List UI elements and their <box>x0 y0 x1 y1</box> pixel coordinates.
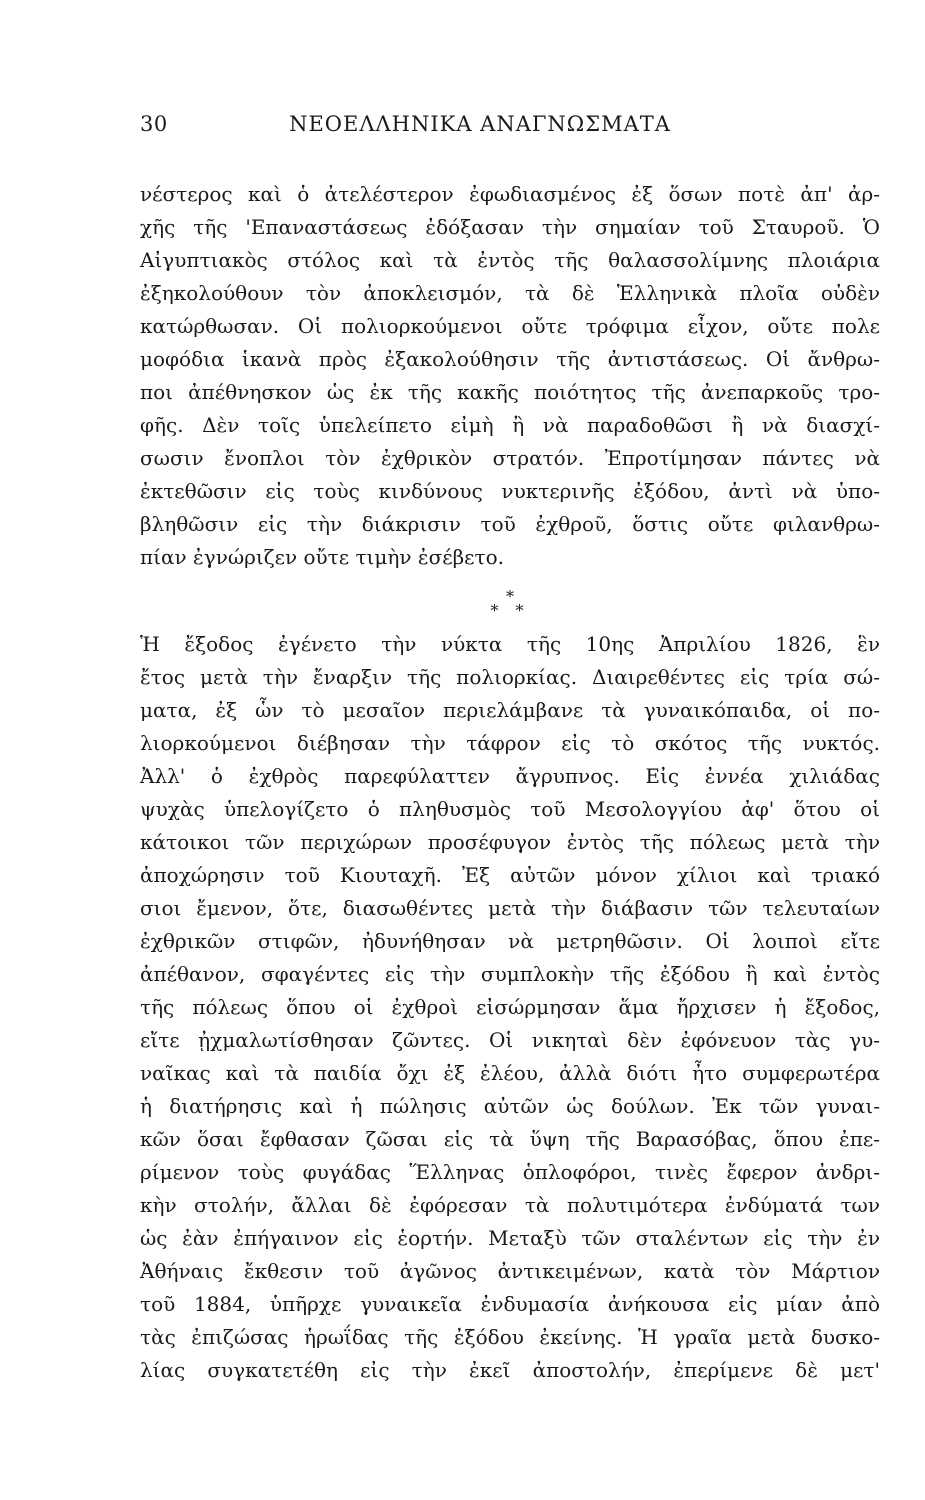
text-line: Ἀλλ' ὁ ἐχθρὸς παρεφύλαττεν ἄγρυπνος. Εἰς ἐννέα χιλιάδας <box>140 764 880 788</box>
text-line: φῆς. Δὲν τοῖς ὑπελείπετο εἰμὴ ἢ νὰ παραδοθῶσι ἢ νὰ διασχί- <box>140 413 880 437</box>
section-break-asterism <box>140 588 880 620</box>
text-line: Ἡ ἔξοδος ἐγένετο τὴν νύκτα τῆς 10ης Ἀπριλίου 1826, ἓν <box>140 632 880 656</box>
text-line: τὰς ἐπιζώσας ἡρωΐδας τῆς ἐξόδου ἐκείνης. Ἡ γραῖα μετὰ δυσκο- <box>140 1325 880 1349</box>
paragraph-2 <box>140 628 880 1387</box>
text-line: τῆς πόλεως ὅπου οἱ ἐχθροὶ εἰσώρμησαν ἅμα ἤρχισεν ἡ ἔξοδος, <box>140 995 880 1019</box>
text-line: Αἰγυπτιακὸς στόλος καὶ τὰ ἐντὸς τῆς θαλασσολίμνης πλοιάρια <box>140 248 880 272</box>
page-number: 30 <box>140 112 168 136</box>
text-line: ματα, ἐξ ὧν τὸ μεσαῖον περιελάμβανε τὰ γυναικόπαιδα, οἱ πο- <box>140 698 880 722</box>
text-line: ρίμενον τοὺς φυγάδας Ἕλληνας ὁπλοφόροι, τινὲς ἔφερον ἀνδρι- <box>140 1160 880 1184</box>
text-line: ἀποχώρησιν τοῦ Κιουταχῆ. Ἐξ αὐτῶν μόνον χίλιοι καὶ τριακό <box>140 863 880 887</box>
text-line: λιορκούμενοι διέβησαν τὴν τάφρον εἰς τὸ σκότος τῆς νυκτός. <box>140 731 880 755</box>
text-line: κατώρθωσαν. Οἱ πολιορκούμενοι οὔτε τρόφιμα εἶχον, οὔτε πολε <box>140 314 880 338</box>
text-line: ἐκτεθῶσιν εἰς τοὺς κινδύνους νυκτερινῆς ἐξόδου, ἀντὶ νὰ ὑπο- <box>140 479 880 503</box>
text-line: μοφόδια ἱκανὰ πρὸς ἐξακολούθησιν τῆς ἀντιστάσεως. Οἱ ἄνθρω- <box>140 347 880 371</box>
asterism-top: * <box>506 587 514 606</box>
text-line: ψυχὰς ὑπελογίζετο ὁ πληθυσμὸς τοῦ Μεσολογγίου ἀφ' ὅτου οἱ <box>140 797 880 821</box>
text-line: λίας συγκατετέθη εἰς τὴν ἐκεῖ ἀποστολήν, ἐπερίμενε δὲ μετ' <box>140 1358 880 1382</box>
text-line: σιοι ἔμενον, ὅτε, διασωθέντες μετὰ τὴν διάβασιν τῶν τελευταίων <box>140 896 880 920</box>
asterism-bottom: * * <box>490 601 530 620</box>
running-title: ΝΕΟΕΛΛΗΝΙΚΑ ΑΝΑΓΝΩΣΜΑΤΑ <box>289 112 671 136</box>
text-line: ἡ διατήρησις καὶ ἡ πώλησις αὐτῶν ὡς δούλων. Ἐκ τῶν γυναι- <box>140 1094 880 1118</box>
text-line: εἴτε ᾐχμαλωτίσθησαν ζῶντες. Οἱ νικηταὶ δὲν ἐφόνευον τὰς γυ- <box>140 1028 880 1052</box>
text-line: ἔτος μετὰ τὴν ἔναρξιν τῆς πολιορκίας. Διαιρεθέντες εἰς τρία σώ- <box>140 665 880 689</box>
paragraph-1 <box>140 178 880 574</box>
text-line: νέστερος καὶ ὁ ἀτελέστερον ἐφωδιασμένος ἐξ ὅσων ποτὲ ἀπ' ἀρ- <box>140 182 880 206</box>
text-line: χῆς τῆς 'Επαναστάσεως ἐδόξασαν τὴν σημαίαν τοῦ Σταυροῦ. Ὁ <box>140 215 880 239</box>
text-line: ὡς ἐὰν ἐπήγαινον εἰς ἑορτήν. Μεταξὺ τῶν σταλέντων εἰς τὴν ἐν <box>140 1226 880 1250</box>
text-line: βληθῶσιν εἰς τὴν διάκρισιν τοῦ ἐχθροῦ, ὅστις οὔτε φιλανθρω- <box>140 512 880 536</box>
text-line: ἐχθρικῶν στιφῶν, ἠδυνήθησαν νὰ μετρηθῶσιν. Οἱ λοιποὶ εἴτε <box>140 929 880 953</box>
text-line: πίαν ἐγνώριζεν οὔτε τιμὴν ἐσέβετο. <box>140 545 504 569</box>
text-line: τοῦ 1884, ὑπῆρχε γυναικεῖα ἐνδυμασία ἀνήκουσα εἰς μίαν ἀπὸ <box>140 1292 880 1316</box>
text-line: Ἀθήναις ἔκθεσιν τοῦ ἀγῶνος ἀντικειμένων, κατὰ τὸν Μάρτιον <box>140 1259 880 1283</box>
text-line: ποι ἀπέθνησκον ὡς ἐκ τῆς κακῆς ποιότητος τῆς ἀνεπαρκοῦς τρο- <box>140 380 880 404</box>
text-line: ἀπέθανον, σφαγέντες εἰς τὴν συμπλοκὴν τῆς ἐξόδου ἢ καὶ ἐντὸς <box>140 962 880 986</box>
page-header <box>140 112 820 142</box>
text-line: ναῖκας καὶ τὰ παιδία ὄχι ἐξ ἐλέου, ἀλλὰ διότι ἦτο συμφερωτέρα <box>140 1061 880 1085</box>
text-line: κῶν ὅσαι ἔφθασαν ζῶσαι εἰς τὰ ὕψη τῆς Βαρασόβας, ὅπου ἐπε- <box>140 1127 880 1151</box>
text-line: κάτοικοι τῶν περιχώρων προσέφυγον ἐντὸς τῆς πόλεως μετὰ τὴν <box>140 830 880 854</box>
text-line: κὴν στολήν, ἄλλαι δὲ ἐφόρεσαν τὰ πολυτιμότερα ἐνδύματά των <box>140 1193 880 1217</box>
text-line: σωσιν ἔνοπλοι τὸν ἐχθρικὸν στρατόν. Ἐπροτίμησαν πάντες νὰ <box>140 446 880 470</box>
text-line: ἐξηκολούθουν τὸν ἀποκλεισμόν, τὰ δὲ Ἑλληνικὰ πλοῖα οὐδὲν <box>140 281 880 305</box>
